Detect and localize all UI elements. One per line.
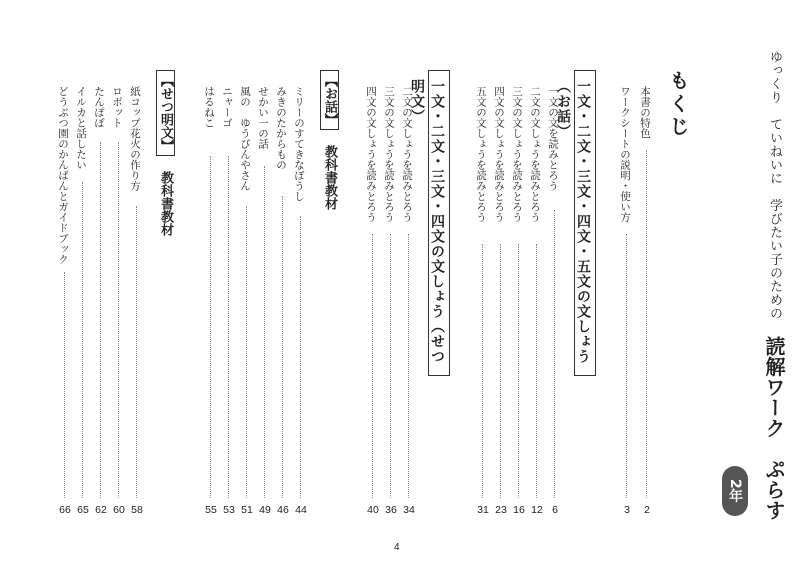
leader-dots bbox=[408, 234, 409, 498]
leader-dots bbox=[64, 272, 65, 498]
toc-item[interactable] bbox=[92, 86, 110, 520]
toc-item[interactable] bbox=[492, 86, 510, 520]
toc-item-label: ロボット bbox=[111, 86, 123, 128]
series-title bbox=[760, 50, 789, 521]
toc-item-label: せかい一の話 bbox=[257, 86, 269, 149]
leader-dots bbox=[482, 244, 483, 498]
leader-dots bbox=[536, 244, 537, 498]
section-title-rest: 教科書教材 bbox=[158, 171, 173, 237]
toc-item-label: 三文の文しょうを読みとろう bbox=[511, 86, 523, 223]
leader-dots bbox=[246, 206, 247, 498]
section-header-story: 一文・二文・三文・四文・五文の文しょう（お話） bbox=[574, 70, 596, 376]
leader-dots bbox=[300, 216, 301, 498]
toc-item[interactable] bbox=[202, 86, 220, 520]
toc-item-label: みきのたからもの bbox=[275, 86, 287, 170]
toc-item[interactable] bbox=[474, 86, 492, 520]
section-header-textbook-explanatory bbox=[156, 70, 175, 236]
toc-item-page: 2 bbox=[644, 504, 650, 516]
toc-item[interactable] bbox=[110, 86, 128, 520]
toc-title: もくじ bbox=[666, 70, 690, 139]
toc-item[interactable] bbox=[256, 86, 274, 520]
toc-item-page: 46 bbox=[277, 504, 289, 516]
toc-item-label: 風の ゆうびんやさん bbox=[239, 86, 251, 191]
toc-item-page: 23 bbox=[495, 504, 507, 516]
toc-item-label: はるねこ bbox=[203, 86, 215, 128]
leader-dots bbox=[136, 206, 137, 498]
toc-item-label: 四文の文しょうを読みとろう bbox=[493, 86, 505, 223]
toc-item-page: 31 bbox=[477, 504, 489, 516]
toc-item-page: 6 bbox=[552, 504, 558, 516]
toc-item-label: どうぶつ園のかんばんとガイドブック bbox=[57, 86, 69, 265]
toc-item[interactable] bbox=[220, 86, 238, 520]
toc-item-label: 二文の文しょうを読みとろう bbox=[529, 86, 541, 223]
toc-item-label: 一文の文を読みとろう bbox=[547, 86, 559, 191]
toc-item-page: 58 bbox=[131, 504, 143, 516]
leader-dots bbox=[390, 234, 391, 498]
toc-item-label: ワークシートの説明・使い方 bbox=[619, 86, 631, 223]
grade-badge: 2年 bbox=[722, 466, 748, 516]
toc-item[interactable] bbox=[528, 86, 546, 520]
section-header-explanatory: 一文・二文・三文・四文の文しょう（せつ明文） bbox=[428, 70, 450, 376]
toc-item-page: 53 bbox=[223, 504, 235, 516]
leader-dots bbox=[210, 156, 211, 498]
toc-item-label: 紙コップ花火の作り方 bbox=[129, 86, 141, 191]
toc-item-page: 62 bbox=[95, 504, 107, 516]
leader-dots bbox=[500, 244, 501, 498]
leader-dots bbox=[118, 142, 119, 498]
toc-item-page: 55 bbox=[205, 504, 217, 516]
toc-item-label: イルカと話したい bbox=[75, 86, 87, 170]
section-title-rest: 教科書教材 bbox=[322, 145, 337, 211]
leader-dots bbox=[626, 234, 627, 498]
leader-dots bbox=[646, 150, 647, 498]
toc-item[interactable] bbox=[238, 86, 256, 520]
toc-item[interactable] bbox=[400, 86, 418, 520]
section-bracket-label: 【せつ明文】 bbox=[156, 70, 175, 156]
series-main-title: 読解ワーク ぷらす bbox=[762, 336, 786, 521]
toc-item-page: 40 bbox=[367, 504, 379, 516]
toc-item-label: 二文の文しょうを読みとろう bbox=[401, 86, 413, 223]
leader-dots bbox=[228, 156, 229, 498]
toc-item-page: 3 bbox=[624, 504, 630, 516]
toc-item-page: 36 bbox=[385, 504, 397, 516]
section-bracket-label: 【お話】 bbox=[320, 70, 339, 130]
toc-item-page: 51 bbox=[241, 504, 253, 516]
leader-dots bbox=[264, 166, 265, 498]
leader-dots bbox=[372, 234, 373, 498]
toc-item-label: 三文の文しょうを読みとろう bbox=[383, 86, 395, 223]
leader-dots bbox=[282, 196, 283, 498]
toc-item-label: たんぽぽ bbox=[93, 86, 105, 128]
toc-item[interactable] bbox=[510, 86, 528, 520]
toc-item-page: 44 bbox=[295, 504, 307, 516]
series-subtitle: ゆっくり ていねいに 学びたい子のための bbox=[767, 50, 782, 320]
toc-item-label: 五文の文しょうを読みとろう bbox=[475, 86, 487, 223]
toc-item-page: 12 bbox=[531, 504, 543, 516]
leader-dots bbox=[554, 210, 555, 498]
leader-dots bbox=[82, 182, 83, 498]
toc-item[interactable] bbox=[364, 86, 382, 520]
toc-item-page: 34 bbox=[403, 504, 415, 516]
toc-item[interactable] bbox=[74, 86, 92, 520]
toc-item-page: 60 bbox=[113, 504, 125, 516]
section-header-textbook-stories bbox=[320, 70, 339, 210]
toc-item-page: 49 bbox=[259, 504, 271, 516]
toc-item-label: ミリーのすてきなぼうし bbox=[293, 86, 305, 202]
toc-item[interactable] bbox=[618, 86, 636, 520]
toc-item-page: 66 bbox=[59, 504, 71, 516]
toc-item[interactable] bbox=[546, 86, 564, 520]
toc-item-page: 16 bbox=[513, 504, 525, 516]
toc-item[interactable] bbox=[56, 86, 74, 520]
leader-dots bbox=[518, 244, 519, 498]
toc-item-page: 65 bbox=[77, 504, 89, 516]
toc-item[interactable] bbox=[274, 86, 292, 520]
toc-item-label: 本書の特色 bbox=[639, 86, 651, 139]
toc-item[interactable] bbox=[292, 86, 310, 520]
toc-item[interactable] bbox=[128, 86, 146, 520]
toc-item-label: 四文の文しょうを読みとろう bbox=[365, 86, 377, 223]
toc-item[interactable] bbox=[638, 86, 656, 520]
leader-dots bbox=[100, 142, 101, 498]
page-number: 4 bbox=[394, 542, 400, 553]
toc-item-label: ニャーゴ bbox=[221, 86, 233, 128]
toc-item[interactable] bbox=[382, 86, 400, 520]
